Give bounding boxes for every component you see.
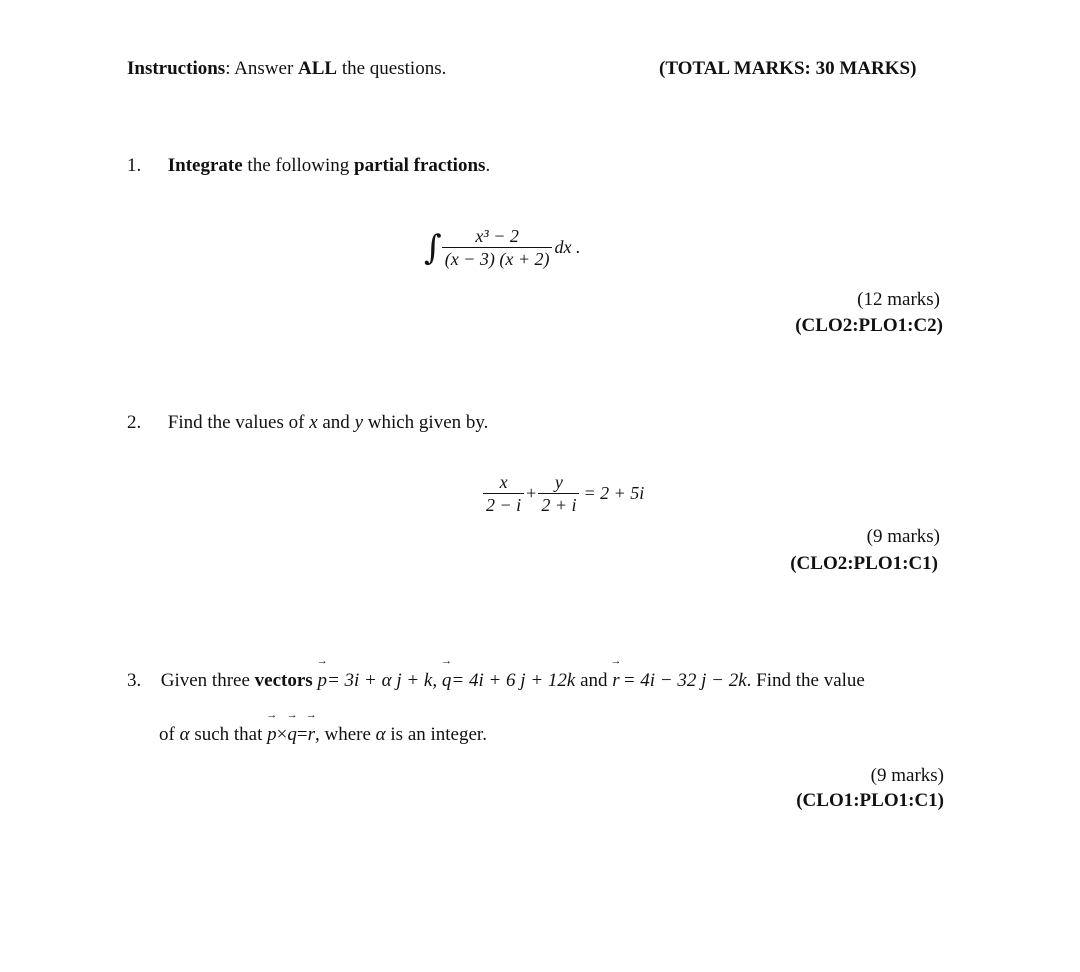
q1-denominator: (x − 3) (x + 2): [442, 247, 553, 269]
question-number: 1.: [127, 155, 142, 176]
cross-vector-p: → p: [267, 724, 277, 746]
integral-sign-icon: ∫: [424, 227, 442, 268]
q2-clo: (CLO2:PLO1:C1): [790, 553, 938, 574]
q1-clo: (CLO2:PLO1:C2): [795, 315, 943, 336]
question-2: 2. Find the values of x and y which given by.: [127, 412, 489, 433]
q2-marks: (9 marks): [866, 526, 940, 547]
plus-sign: +: [526, 483, 537, 503]
instructions-all: ALL: [298, 58, 338, 79]
q2-rhs: = 2 + 5i: [583, 483, 645, 503]
q1-verb: Integrate: [167, 155, 243, 176]
question-3: 3. Given three vectors → p= 3i + α j + k, → q= 4i + 6 j + 12k and → r = 4i − 32 j − 2k. Find the value: [127, 670, 865, 692]
vector-p: → p: [317, 670, 327, 692]
q1-numerator: x³ − 2: [475, 226, 519, 246]
vector-q: → q: [442, 670, 452, 692]
instructions-line: Instructions: Answer ALL the questions.: [127, 58, 447, 79]
q1-topic: partial fractions: [354, 155, 486, 176]
q3-clo: (CLO1:PLO1:C1): [796, 790, 944, 811]
cross-vector-q: → q: [287, 724, 297, 746]
cross-vector-r: → r: [308, 724, 315, 746]
q1-marks: (12 marks): [857, 289, 940, 310]
q1-differential: dx .: [554, 237, 581, 257]
question-number: 3.: [127, 670, 142, 691]
total-marks: (TOTAL MARKS: 30 MARKS): [659, 58, 917, 79]
q2-fraction-x: $\frac{x}{2 - i}$: [483, 472, 524, 515]
q1-fraction: [442, 226, 553, 269]
question-3-line-2: of α such that → p×→ q=→ r, where α is an integer.: [159, 724, 487, 746]
q3-marks: (9 marks): [870, 765, 944, 786]
instructions-label: Instructions: [127, 58, 226, 79]
vector-r: → r: [612, 670, 619, 692]
question-1: 1. Integrate the following partial fractions.: [127, 155, 491, 176]
q2-equation: [483, 472, 644, 515]
question-number: 2.: [127, 412, 142, 433]
q1-integral: [424, 226, 580, 269]
q2-fraction-y: $\frac{y}{2 + i}$: [538, 472, 579, 515]
